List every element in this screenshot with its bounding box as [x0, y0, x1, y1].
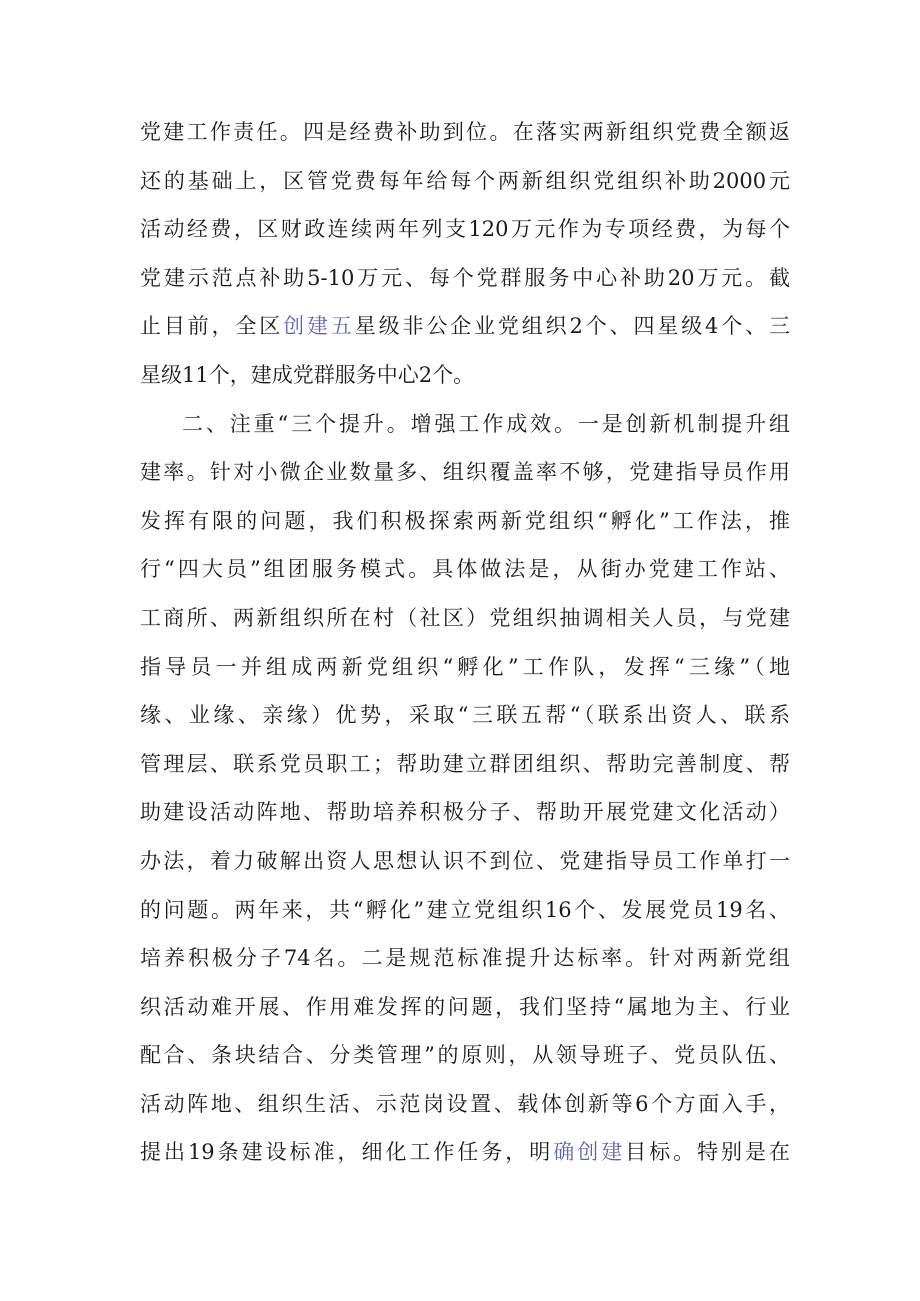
text-line: 助建设活动阵地、帮助培养积极分子、帮助开展党建文化活动）: [140, 800, 790, 825]
text-line: 配合、条块结合、分类管理”的原则，从领导班子、党员队伍、: [140, 1043, 790, 1068]
text-line: 活动经费，区财政连续两年列支120万元作为专项经费，为每个: [140, 217, 790, 242]
text-line: 织活动难开展、作用难发挥的问题，我们坚持“属地为主、行业: [140, 994, 790, 1019]
text-line: 管理层、联系党员职工；帮助建立群团组织、帮助完善制度、帮: [140, 751, 790, 776]
body-text: [140, 108, 790, 1177]
text-line: 止目前，全区创建五星级非公企业党组织2个、四星级4个、三: [140, 314, 790, 339]
text-line: 缘、业缘、亲缘）优势，采取“三联五帮“（联系出资人、联系: [140, 703, 790, 728]
text-line: 发挥有限的问题，我们积极探索两新党组织“孵化”工作法，推: [140, 508, 790, 533]
text-line: 指导员一并组成两新党组织“孵化”工作队，发挥“三缘”（地: [140, 654, 790, 679]
text-line: 工商所、两新组织所在村（社区）党组织抽调相关人员，与党建: [140, 605, 790, 630]
text-line: 培养积极分子74名。二是规范标准提升达标率。针对两新党组: [140, 946, 790, 971]
text-line: 星级11个，建成党群服务中心2个。: [140, 362, 475, 387]
text-line: 党建工作责任。四是经费补助到位。在落实两新组织党费全额返: [140, 120, 790, 144]
text-line: 的问题。两年来，共“孵化”建立党组织16个、发展党员19名、: [140, 897, 790, 922]
text-line: 还的基础上，区管党费每年给每个两新组织党组织补助2000元: [140, 168, 790, 193]
text-line: 党建示范点补助5-10万元、每个党群服务中心补助20万元。截: [140, 265, 790, 290]
text-line: 提出19条建设标准，细化工作任务，明确创建目标。特别是在: [140, 1140, 790, 1165]
paragraph-start-line: 二、注重“三个提升。增强工作成效。一是创新机制提升组: [182, 411, 790, 436]
text-line: 活动阵地、组织生活、示范岗设置、载体创新等6个方面入手，: [140, 1091, 790, 1116]
text-line: 办法，着力破解出资人思想认识不到位、党建指导员工作单打一: [140, 848, 790, 873]
highlighted-text: 创建五: [283, 314, 355, 339]
text-line: 建率。针对小微企业数量多、组织覆盖率不够，党建指导员作用: [140, 460, 790, 485]
highlighted-text: 确创建: [553, 1140, 626, 1165]
text-line: 行“四大员”组团服务模式。具体做法是，从街办党建工作站、: [140, 557, 790, 582]
